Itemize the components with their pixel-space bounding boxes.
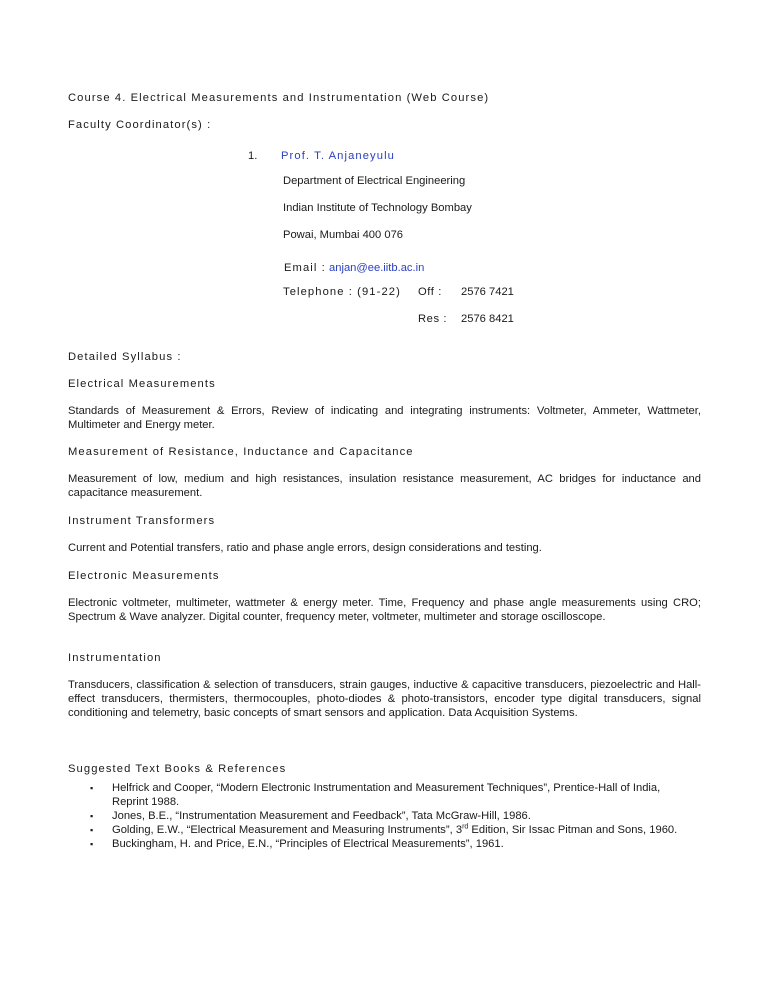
reference-item bbox=[88, 837, 698, 851]
off-number: 2576 7421 bbox=[461, 286, 514, 298]
section-heading: Measurement of Resistance, Inductance and Capacitance bbox=[68, 446, 414, 458]
reference-text: Buckingham, H. and Price, E.N., “Principles of Electrical Measurements”, 1961. bbox=[112, 838, 504, 850]
syllabus-label: Detailed Syllabus : bbox=[68, 351, 182, 363]
reference-text: Jones, B.E., “Instrumentation Measurement and Feedback”, Tata McGraw-Hill, 1986. bbox=[112, 810, 531, 822]
section-body: Measurement of low, medium and high resistances, insulation resistance measurement, AC bridges for inductance and capacitance measurement. bbox=[68, 473, 701, 499]
coordinator-department: Department of Electrical Engineering bbox=[283, 175, 466, 187]
reference-item bbox=[88, 809, 698, 823]
faculty-label: Faculty Coordinator(s) : bbox=[68, 119, 212, 131]
res-number: 2576 8421 bbox=[461, 313, 514, 325]
reference-text bbox=[112, 824, 677, 836]
section-body: Standards of Measurement & Errors, Review of indicating and integrating instruments: Voltmeter, Ammeter, Wattmeter, Multimeter and Energy meter. bbox=[68, 405, 701, 431]
bullet-icon: ▪ bbox=[90, 839, 94, 849]
section-heading: Electronic Measurements bbox=[68, 570, 220, 582]
reference-item bbox=[88, 823, 698, 837]
email-line bbox=[284, 261, 424, 275]
reference-text: Helfrick and Cooper, “Modern Electronic Instrumentation and Measurement Techniques”, Prentice-Hall of India, Reprint 1988. bbox=[112, 782, 661, 808]
coordinator-institute: Indian Institute of Technology Bombay bbox=[283, 202, 472, 214]
section-heading: Electrical Measurements bbox=[68, 378, 216, 390]
section-body: Transducers, classification & selection of transducers, strain gauges, inductive & capacitive transducers, piezoelectric and Hall-effect transducers, thermisters, thermocouples, photo-diodes & photo-transistors, encoder type digital transducers, signal conditioning and telemetry, basic concepts of smart sensors and application. Data Acquisition Systems. bbox=[68, 679, 701, 719]
section-body: Current and Potential transfers, ratio and phase angle errors, design considerations and testing. bbox=[68, 542, 542, 554]
res-label: Res : bbox=[418, 313, 448, 325]
reference-superscript: rd bbox=[462, 823, 469, 831]
coordinator-address: Powai, Mumbai 400 076 bbox=[283, 229, 404, 241]
bullet-icon: ▪ bbox=[90, 783, 94, 793]
section-heading: Instrumentation bbox=[68, 652, 162, 664]
email-link[interactable]: anjan@ee.iitb.ac.in bbox=[329, 262, 425, 274]
section-body: Electronic voltmeter, multimeter, wattmeter & energy meter. Time, Frequency and phase angle measurements using CRO; Spectrum & Wave analyzer. Digital counter, frequency meter, voltmeter, multimeter and storage oscilloscope. bbox=[68, 597, 701, 623]
references-heading: Suggested Text Books & References bbox=[68, 763, 287, 775]
off-label: Off : bbox=[418, 286, 442, 298]
reference-item bbox=[88, 781, 698, 809]
coordinator-name: Prof. T. Anjaneyulu bbox=[281, 150, 395, 162]
bullet-icon: ▪ bbox=[90, 811, 94, 821]
bullet-icon: ▪ bbox=[90, 825, 94, 835]
references-list bbox=[88, 781, 698, 851]
course-title: Course 4. Electrical Measurements and Instrumentation (Web Course) bbox=[68, 92, 490, 104]
reference-text-before: Golding, E.W., “Electrical Measurement and Measuring Instruments”, 3 bbox=[112, 824, 463, 836]
email-label: Email : bbox=[284, 262, 326, 274]
section-heading: Instrument Transformers bbox=[68, 515, 216, 527]
coordinator-number: 1. bbox=[248, 150, 258, 162]
reference-text-after: Edition, Sir Issac Pitman and Sons, 1960. bbox=[468, 824, 678, 836]
telephone-label: Telephone : (91-22) bbox=[283, 286, 401, 298]
